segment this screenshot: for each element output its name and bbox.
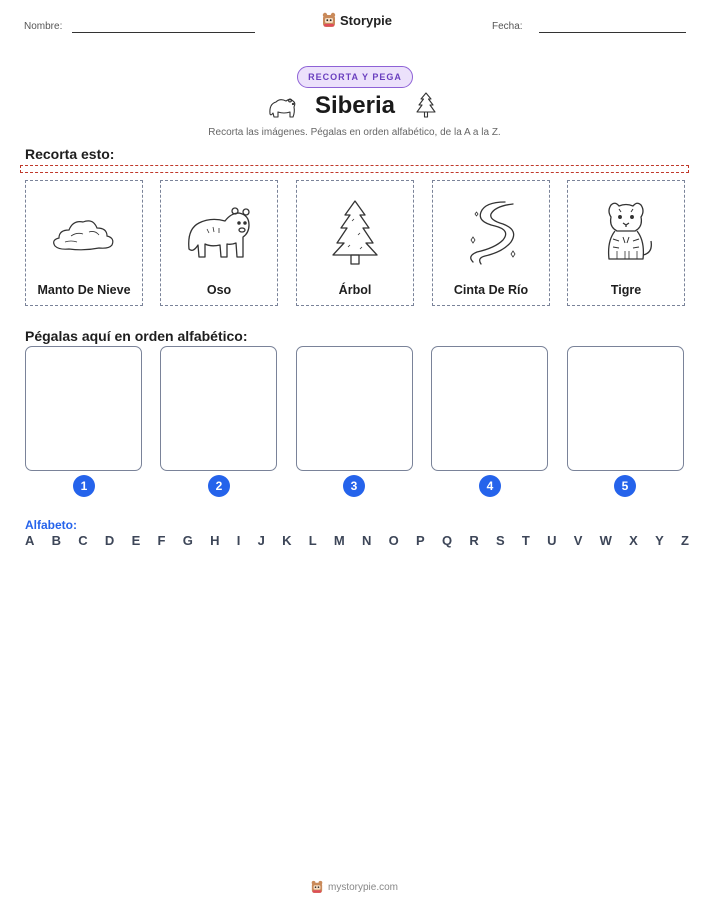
storypie-mascot-icon — [322, 12, 336, 28]
cut-heading: Recorta esto: — [25, 146, 115, 162]
activity-badge: RECORTA Y PEGA — [297, 66, 413, 88]
name-label: Nombre: — [24, 21, 63, 32]
alphabet-letter: M — [333, 533, 345, 548]
paste-slot[interactable] — [567, 346, 684, 471]
cut-card[interactable] — [160, 180, 278, 306]
footer-site[interactable]: mystorypie.com — [327, 881, 398, 893]
cut-card[interactable] — [25, 180, 143, 306]
cut-card[interactable] — [432, 180, 550, 306]
alphabet-letter: I — [236, 533, 241, 548]
footer — [0, 880, 709, 894]
card-label: Árbol — [338, 283, 372, 297]
alphabet-letter: R — [469, 533, 479, 548]
date-line[interactable] — [539, 32, 686, 33]
tiger-icon — [595, 197, 657, 267]
alphabet-letter: Z — [681, 533, 689, 548]
slot-number-badge: 5 — [614, 475, 636, 497]
alphabet-row — [25, 533, 689, 548]
alphabet-letter: L — [308, 533, 317, 548]
slot-number-badge: 2 — [208, 475, 230, 497]
snow-pile-icon — [49, 210, 119, 255]
paste-slot[interactable] — [25, 346, 142, 471]
slot-number-badge: 1 — [73, 475, 95, 497]
brand-name: Storypie — [340, 12, 393, 28]
page-title: Siberia — [314, 92, 396, 119]
card-label: Tigre — [610, 283, 642, 297]
bear-icon — [183, 199, 255, 265]
alphabet-letter: N — [362, 533, 372, 548]
alphabet-letter: H — [210, 533, 220, 548]
pine-tree-icon — [414, 91, 438, 121]
card-label: Manto De Nieve — [37, 283, 131, 297]
alphabet-letter: S — [495, 533, 505, 548]
alphabet-letter: G — [182, 533, 193, 548]
alphabet-letter: Y — [655, 533, 664, 548]
alphabet-letter: K — [282, 533, 292, 548]
bear-icon — [266, 92, 298, 120]
alphabet-letter: X — [629, 533, 638, 548]
alphabet-letter: E — [131, 533, 141, 548]
alphabet-letter: P — [416, 533, 425, 548]
slot-number-badge: 3 — [343, 475, 365, 497]
cut-card[interactable] — [567, 180, 685, 306]
cut-card[interactable] — [296, 180, 414, 306]
pine-tree-icon — [330, 197, 380, 267]
alphabet-letter: V — [573, 533, 583, 548]
alphabet-letter: D — [104, 533, 115, 548]
card-label: Cinta De Río — [453, 283, 529, 297]
card-label: Oso — [206, 283, 232, 297]
river-icon — [461, 196, 521, 268]
alphabet-letter: W — [599, 533, 612, 548]
paste-slot[interactable] — [160, 346, 277, 471]
alphabet-letter: J — [257, 533, 265, 548]
alphabet-letter: C — [78, 533, 88, 548]
alphabet-letter: T — [521, 533, 530, 548]
instructions: Recorta las imágenes. Pégalas en orden alfabético, de la A a la Z. — [208, 127, 501, 138]
brand-logo — [322, 12, 392, 28]
paste-slot[interactable] — [296, 346, 413, 471]
alphabet-letter: A — [25, 533, 35, 548]
alphabet-letter: Q — [441, 533, 453, 548]
alphabet-letter: O — [388, 533, 399, 548]
slot-number-badge: 4 — [479, 475, 501, 497]
date-label: Fecha: — [492, 21, 523, 32]
cut-line — [20, 165, 689, 173]
alphabet-heading: Alfabeto: — [25, 518, 77, 532]
storypie-mascot-icon — [311, 880, 323, 894]
alphabet-letter: B — [51, 533, 62, 548]
alphabet-letter: U — [547, 533, 557, 548]
paste-slot[interactable] — [431, 346, 548, 471]
name-line[interactable] — [72, 32, 255, 33]
paste-heading: Pégalas aquí en orden alfabético: — [25, 328, 248, 344]
alphabet-letter: F — [157, 533, 166, 548]
